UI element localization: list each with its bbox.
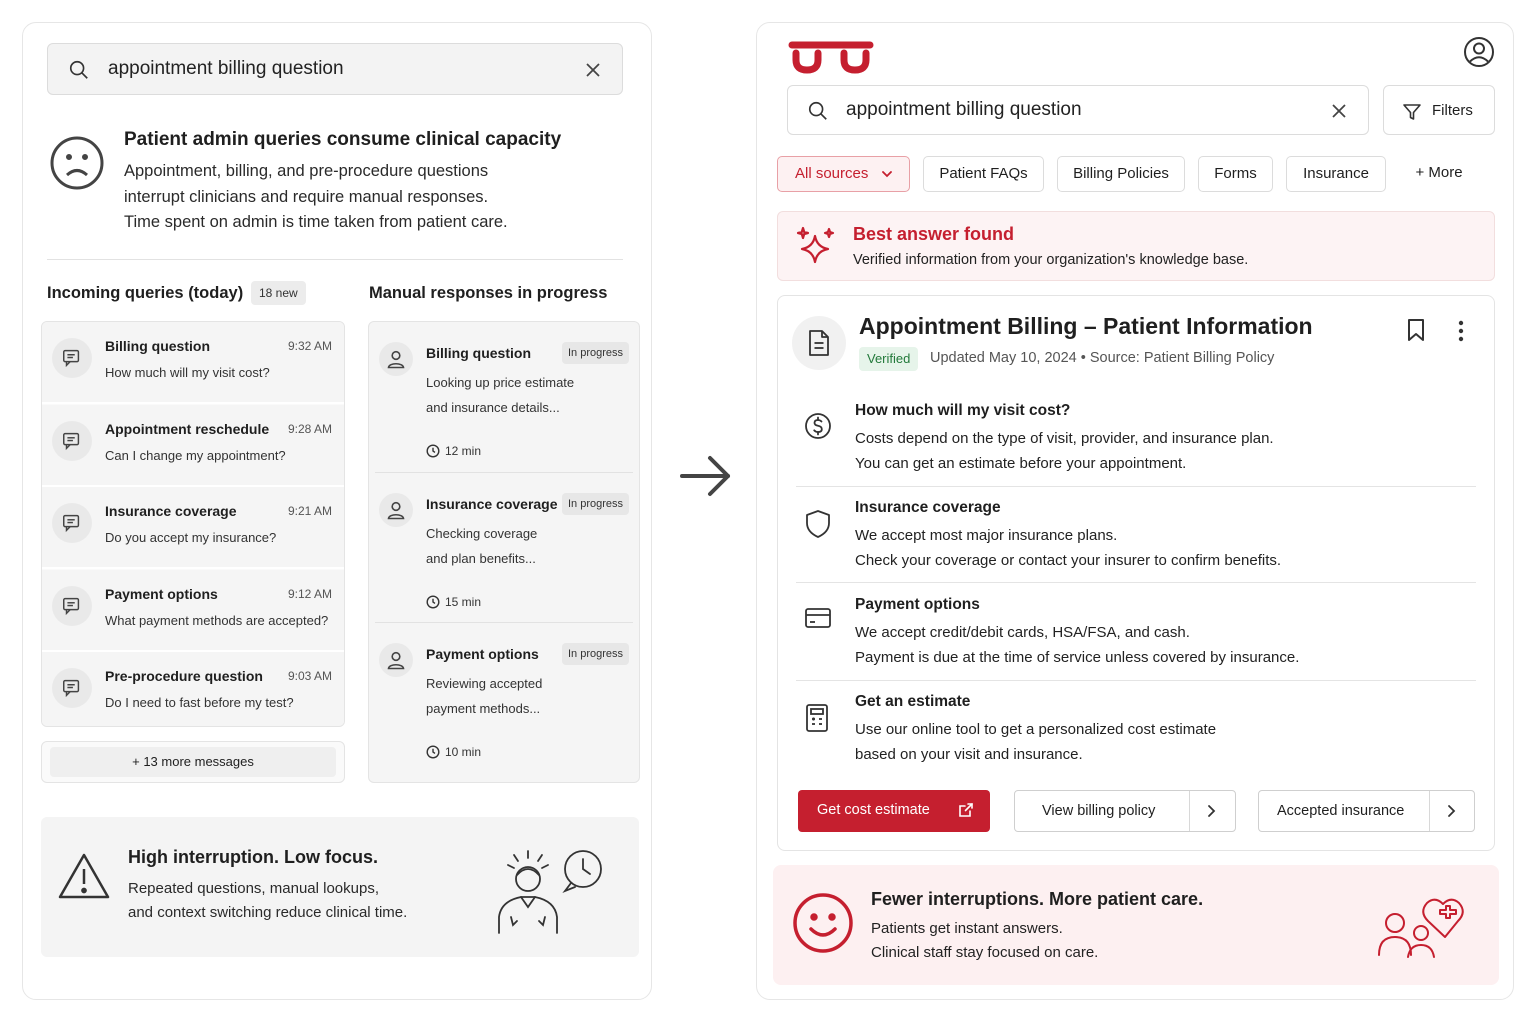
list-item[interactable] (42, 570, 344, 650)
get-cost-estimate-button[interactable] (798, 790, 990, 832)
section-title: Payment options (855, 596, 980, 613)
happy-face-icon (791, 891, 855, 955)
document-icon (792, 316, 846, 370)
view-billing-policy-button[interactable] (1014, 790, 1236, 832)
answer-meta: Updated May 10, 2024 • Source: Patient Billing Policy (930, 350, 1275, 366)
button-label: Get cost estimate (817, 802, 930, 818)
response-title: Payment options (426, 646, 539, 662)
manual-responses-list (368, 321, 640, 783)
query-title: Pre-procedure question (105, 668, 263, 684)
calculator-icon (804, 703, 830, 733)
chip-label: Patient FAQs (939, 165, 1028, 182)
duration-text: 10 min (445, 745, 482, 759)
best-answer-text: Verified information from your organization's knowledge base. (853, 252, 1249, 268)
status-badge: In progress (562, 493, 629, 515)
more-messages-label: + 13 more messages (50, 747, 336, 777)
message-icon (52, 503, 92, 543)
best-answer-title: Best answer found (853, 224, 1015, 244)
query-text: Do I need to fast before my test? (105, 695, 294, 710)
query-text: How much will my visit cost? (105, 365, 270, 380)
footer-line: and context switching reduce clinical time. (128, 904, 408, 921)
benefit-summary (773, 865, 1499, 985)
clock-icon (426, 745, 440, 759)
list-item[interactable] (369, 627, 639, 777)
query-time: 9:32 AM (287, 339, 332, 353)
problem-description (124, 159, 564, 236)
divider (796, 582, 1476, 583)
credit-card-icon (804, 606, 832, 630)
user-account-icon[interactable] (1463, 36, 1495, 68)
response-line: Reviewing accepted (426, 676, 543, 691)
response-line: and insurance details... (426, 400, 560, 415)
response-description (426, 671, 596, 721)
stressed-clinician-icon (491, 841, 611, 941)
filter-icon (1402, 102, 1422, 122)
response-duration (426, 595, 481, 609)
section-body (855, 621, 1455, 670)
chevron-right-icon[interactable] (1446, 804, 1456, 818)
duration-text: 12 min (445, 444, 482, 458)
section-body (855, 427, 1455, 476)
divider (47, 259, 623, 260)
clear-icon[interactable] (1330, 102, 1348, 120)
response-description (426, 521, 596, 571)
query-text: Can I change my appointment? (105, 448, 286, 463)
accepted-insurance-button[interactable] (1258, 790, 1475, 832)
query-title: Payment options (105, 586, 218, 602)
best-answer-banner (777, 211, 1495, 281)
message-icon (52, 338, 92, 378)
person-icon (379, 493, 413, 527)
external-link-icon (958, 802, 974, 818)
section-line: Use our online tool to get a personalized cost estimate (855, 721, 1217, 738)
query-time: 9:28 AM (287, 422, 332, 436)
footer-line: Patients get instant answers. (871, 920, 1063, 937)
footer-title: Fewer interruptions. More patient care. (871, 889, 1204, 909)
chip-billing-policies[interactable] (1057, 156, 1185, 192)
patient-care-icon (1375, 889, 1475, 959)
shield-icon (804, 509, 832, 539)
answer-section (796, 402, 1476, 482)
clock-icon (426, 444, 440, 458)
left-search-input[interactable]: appointment billing question (108, 58, 344, 79)
message-icon (52, 586, 92, 626)
arrow-right-icon (676, 452, 736, 500)
chip-label: Insurance (1303, 165, 1369, 182)
left-panel-before (22, 22, 652, 1000)
button-label: View billing policy (1042, 803, 1156, 819)
brand-logo (786, 33, 876, 77)
response-line: and plan benefits... (426, 551, 536, 566)
manual-responses-heading: Manual responses in progress (369, 284, 608, 302)
incoming-queries-heading: Incoming queries (today) (47, 284, 244, 302)
section-title: Insurance coverage (855, 499, 1001, 516)
answer-title: Appointment Billing – Patient Information (859, 313, 1313, 339)
sad-face-icon (49, 135, 105, 191)
message-icon (52, 421, 92, 461)
chip-forms[interactable] (1198, 156, 1273, 192)
list-item[interactable] (42, 405, 344, 485)
list-item[interactable] (42, 487, 344, 567)
search-icon (807, 100, 829, 122)
query-title: Appointment reschedule (105, 421, 270, 437)
divider (1429, 791, 1430, 831)
footer-text (128, 877, 448, 925)
query-text: Do you accept my insurance? (105, 530, 277, 545)
more-messages-button[interactable] (41, 741, 345, 783)
response-line: payment methods... (426, 701, 541, 716)
list-item[interactable] (369, 477, 639, 627)
incoming-queries-list (41, 321, 345, 727)
response-title: Insurance coverage (426, 496, 558, 512)
problem-line: interrupt clinicians and require manual responses. (124, 187, 489, 206)
response-line: Checking coverage (426, 526, 538, 541)
interruption-summary (41, 817, 639, 957)
left-search-bar[interactable] (47, 43, 623, 95)
search-bar[interactable] (787, 85, 1369, 135)
section-line: We accept credit/debit cards, HSA/FSA, and cash. (855, 624, 1190, 641)
clock-icon (426, 595, 440, 609)
list-item[interactable] (42, 322, 344, 402)
answer-section (796, 693, 1476, 773)
chip-insurance[interactable] (1286, 156, 1386, 192)
divider (375, 472, 633, 473)
footer-title: High interruption. Low focus. (128, 847, 378, 867)
clear-icon[interactable] (584, 61, 602, 79)
response-duration (426, 444, 481, 458)
query-title: Insurance coverage (105, 503, 237, 519)
chevron-down-icon (881, 169, 893, 179)
dollar-icon (804, 412, 832, 440)
chip-all-sources[interactable] (777, 156, 910, 192)
section-body (855, 718, 1455, 767)
problem-line: Appointment, billing, and pre-procedure questions (124, 162, 489, 180)
chip-patient-faqs[interactable] (923, 156, 1044, 192)
footer-line: Repeated questions, manual lookups, (128, 880, 380, 897)
status-badge: In progress (562, 342, 629, 364)
more-filters-button[interactable] (1399, 156, 1479, 192)
query-time: 9:12 AM (287, 587, 332, 601)
divider (1189, 791, 1190, 831)
verified-badge: Verified (859, 347, 918, 371)
list-item[interactable] (369, 326, 639, 476)
chip-label: Billing Policies (1073, 165, 1169, 182)
section-line: based on your visit and insurance. (855, 745, 1083, 763)
sparkle-icon (796, 226, 836, 268)
filters-button[interactable] (1383, 85, 1495, 135)
answer-card (777, 295, 1495, 851)
response-duration (426, 745, 481, 759)
section-title: Get an estimate (855, 693, 971, 710)
divider (796, 486, 1476, 487)
button-label: Accepted insurance (1277, 803, 1405, 819)
person-icon (379, 342, 413, 376)
response-description (426, 370, 596, 420)
query-time: 9:21 AM (287, 504, 332, 518)
query-text: What payment methods are accepted? (105, 613, 329, 628)
person-icon (379, 643, 413, 677)
divider (375, 622, 633, 623)
response-line: Looking up price estimate (426, 375, 575, 390)
footer-text (871, 917, 1271, 965)
answer-section (796, 499, 1476, 579)
list-item[interactable] (42, 652, 344, 727)
chevron-right-icon[interactable] (1206, 804, 1216, 818)
answer-section (796, 596, 1476, 676)
footer-line: Clinical staff stay focused on care. (871, 944, 1099, 961)
search-input[interactable]: appointment billing question (846, 99, 1082, 120)
query-title: Billing question (105, 338, 210, 354)
bookmark-icon[interactable] (1406, 318, 1426, 342)
message-icon (52, 668, 92, 708)
right-panel-after (756, 22, 1514, 1000)
status-badge: In progress (562, 643, 629, 665)
section-line: Payment is due at the time of service unless covered by insurance. (855, 648, 1300, 666)
problem-title: Patient admin queries consume clinical capacity (124, 129, 562, 150)
section-line: Costs depend on the type of visit, provider, and insurance plan. (855, 430, 1274, 447)
duration-text: 15 min (445, 595, 482, 609)
section-body (855, 524, 1455, 573)
section-line: Check your coverage or contact your insurer to confirm benefits. (855, 551, 1282, 569)
search-icon (68, 59, 90, 81)
chip-label: Forms (1214, 165, 1257, 182)
filters-label: Filters (1432, 102, 1473, 119)
warning-icon (57, 851, 111, 901)
section-line: You can get an estimate before your appointment. (855, 454, 1187, 472)
divider (42, 402, 344, 404)
query-time: 9:03 AM (287, 669, 332, 683)
divider (42, 567, 344, 569)
divider (796, 680, 1476, 681)
problem-line: Time spent on admin is time taken from patient care. (124, 213, 508, 231)
response-title: Billing question (426, 345, 531, 361)
section-title: How much will my visit cost? (855, 402, 1071, 419)
more-options-icon[interactable] (1458, 320, 1464, 342)
more-label: + More (1415, 164, 1463, 181)
chip-label: All sources (795, 165, 869, 182)
section-line: We accept most major insurance plans. (855, 527, 1118, 544)
new-count-badge: 18 new (251, 281, 306, 305)
